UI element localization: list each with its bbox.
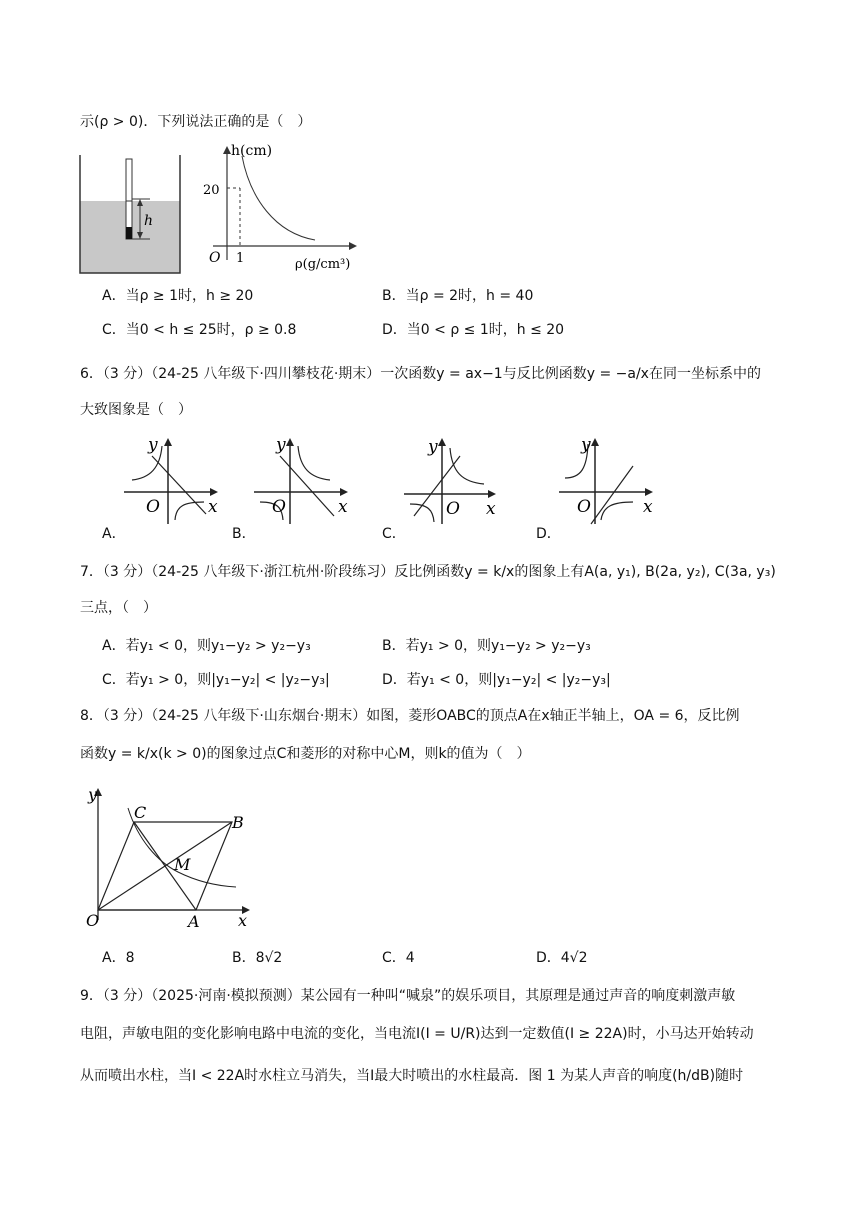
q5-origin: O [209, 250, 221, 266]
q8-option-a: A．8 [102, 950, 135, 966]
x-axis-label: x [238, 911, 248, 930]
q5-intro: 示(ρ > 0)．下列说法正确的是（ ） [80, 114, 312, 130]
q6-option-d: D． [536, 526, 561, 542]
q6-graph-a [120, 432, 230, 524]
x-label: x [208, 497, 218, 517]
rhombus-figure [78, 780, 258, 932]
q5-ylabel: h(cm) [231, 143, 273, 159]
q7-stem-line2: 三点，（ ） [80, 600, 157, 616]
q6-option-a: A． [102, 526, 126, 542]
q5-ytick: 20 [203, 183, 220, 198]
y-label: y [148, 435, 158, 455]
q6-graph-c [400, 432, 510, 524]
q7-option-d: D．若y₁ < 0，则|y₁−y₂| < |y₂−y₃| [382, 672, 611, 688]
q5-xlabel: ρ(g/cm³) [295, 257, 351, 272]
q9-stem-line1: 9．（3 分）（2025·河南·模拟预测）某公园有一种叫“喊泉”的娱乐项目，其原理是通过声音的响度刺激声敏 [80, 988, 736, 1004]
q7-option-a: A．若y₁ < 0，则y₁−y₂ > y₂−y₃ [102, 638, 311, 654]
h-label: h [144, 213, 154, 229]
q8-option-b: B．8√2 [232, 950, 283, 966]
point-a-label: A [188, 912, 200, 931]
q9-stem-line2: 电阻，声敏电阻的变化影响电路中电流的变化，当电流I(I = U/R)达到一定数值(I ≥ 22A)时，小马达开始转动 [80, 1026, 754, 1042]
x-label: x [643, 497, 653, 517]
x-label: x [486, 499, 496, 519]
q5-xtick: 1 [236, 251, 245, 266]
o-label: O [146, 497, 160, 517]
q6-option-b: B． [232, 526, 256, 542]
q6-option-c: C． [382, 526, 406, 542]
q7-option-b: B．若y₁ > 0，则y₁−y₂ > y₂−y₃ [382, 638, 591, 654]
o-label: O [577, 497, 591, 517]
q9-stem-line3: 从而喷出水柱，当I < 22A时水柱立马消失，当I最大时喷出的水柱最高．图 1 为某人声音的响度(h/dB)随时 [80, 1068, 744, 1084]
beaker-figure [78, 155, 183, 277]
q8-stem-line2: 函数y = k/x(k > 0)的图象过点C和菱形的对称中心M，则k的值为（ ） [80, 746, 531, 762]
o-label: O [446, 499, 460, 519]
q6-stem-line1: 6．（3 分）（24-25 八年级下·四川攀枝花·期末）一次函数y = ax−1与反比例函数y = −a/x在同一坐标系中的 [80, 366, 761, 382]
point-o-label: O [86, 911, 100, 930]
point-b-label: B [232, 813, 244, 832]
q6-graph-d [555, 432, 665, 524]
q5-option-d: D．当0 < ρ ≤ 1时，h ≤ 20 [382, 322, 565, 338]
x-label: x [338, 497, 348, 517]
q7-stem-line1: 7．（3 分）（24-25 八年级下·浙江杭州·阶段练习）反比例函数y = k/x的图象上有A(a, y₁), B(2a, y₂), C(3a, y₃) [80, 564, 776, 580]
q7-option-c: C．若y₁ > 0，则|y₁−y₂| < |y₂−y₃| [102, 672, 330, 688]
q8-option-c: C．4 [382, 950, 415, 966]
q8-stem-line1: 8．（3 分）（24-25 八年级下·山东烟台·期末）如图，菱形OABC的顶点A在x轴正半轴上，OA = 6，反比例 [80, 708, 740, 724]
q5-option-c: C．当0 < h ≤ 25时，ρ ≥ 0.8 [102, 322, 297, 338]
q5-option-a: A．当ρ ≥ 1时，h ≥ 20 [102, 288, 254, 304]
y-axis-label: y [88, 785, 98, 804]
point-c-label: C [134, 803, 147, 822]
point-m-label: M [174, 855, 191, 874]
q5-option-b: B．当ρ = 2时，h = 40 [382, 288, 534, 304]
q6-graph-b [250, 432, 360, 524]
y-label: y [276, 435, 286, 455]
o-label: O [272, 497, 286, 517]
q6-stem-line2: 大致图象是（ ） [80, 402, 192, 418]
q5-graph [195, 138, 365, 273]
y-label: y [581, 435, 591, 455]
y-label: y [428, 437, 438, 457]
q8-option-d: D．4√2 [536, 950, 588, 966]
